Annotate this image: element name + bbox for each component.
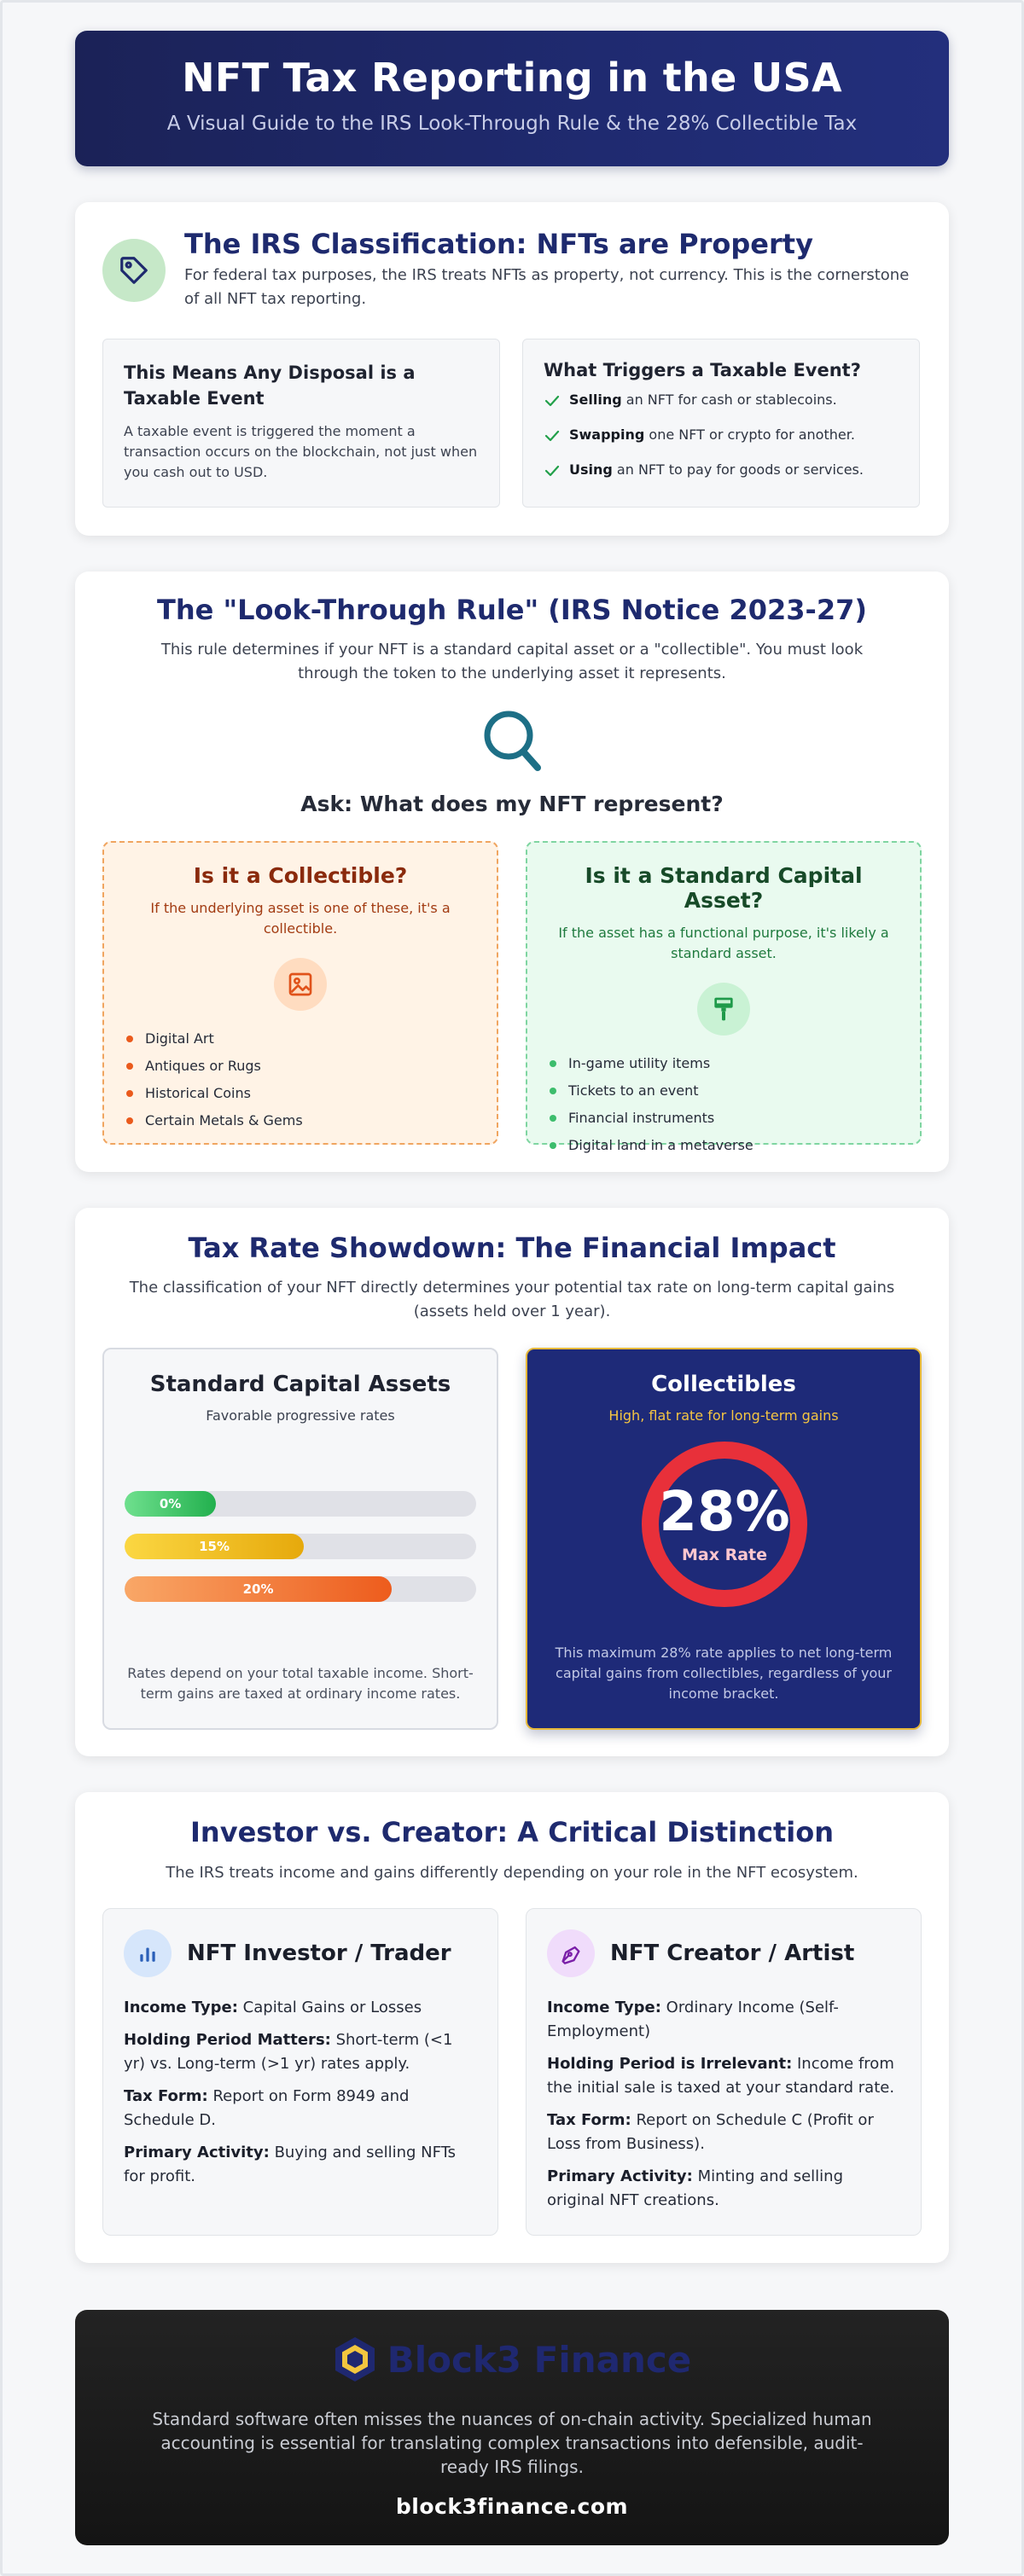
classification-lead: For federal tax purposes, the IRS treats NFTs as property, not currency. This is the cornerstone of all NFT tax reporting.	[184, 266, 910, 308]
standard-rates-title: Standard Capital Assets	[149, 1372, 451, 1397]
classification-title: The IRS Classification: NFTs are Property	[184, 228, 813, 260]
investor-row: Tax Form: Report on Form 8949 and Schedule D.	[124, 2087, 410, 2129]
rate-bar-track	[125, 1534, 476, 1559]
investor-panel	[102, 1908, 498, 2236]
look-through-lead: This rule determines if your NFT is a standard capital asset or a "collectible". You must look through the token to the underlying asset it represents.	[160, 641, 864, 682]
rate-bar-track	[125, 1576, 476, 1602]
page-subtitle: A Visual Guide to the IRS Look-Through Rule & the 28% Collectible Tax	[166, 113, 858, 135]
triggers-title: What Triggers a Taxable Event?	[544, 360, 861, 380]
collectible-item: Historical Coins	[125, 1084, 476, 1103]
paint-roller-icon	[697, 983, 750, 1036]
look-through-card	[75, 571, 949, 1172]
footer-website-link[interactable]: block3finance.com	[395, 2494, 629, 2519]
hexagon-logo-icon	[333, 2335, 377, 2383]
creator-title: NFT Creator / Artist	[610, 1941, 855, 1966]
collectibles-rate-panel	[526, 1348, 922, 1730]
collectibles-rate-subtitle: High, flat rate for long-term gains	[608, 1407, 839, 1424]
image-icon	[274, 958, 327, 1011]
brand-logo[interactable]	[75, 2335, 949, 2383]
roles-title: Investor vs. Creator: A Critical Distinction	[190, 1816, 834, 1848]
page-title: NFT Tax Reporting in the USA	[182, 55, 842, 101]
trigger-item: Swapping one NFT or crypto for another.	[544, 426, 899, 444]
disposal-text: A taxable event is triggered the moment a transaction occurs on the blockchain, not just when you cash out to USD.	[124, 423, 478, 480]
showdown-card	[75, 1208, 949, 1756]
roles-card	[75, 1792, 949, 2263]
collectibles-rate-title: Collectibles	[651, 1372, 796, 1397]
look-through-title: The "Look-Through Rule" (IRS Notice 2023-27)	[157, 594, 867, 626]
disposal-box	[102, 339, 500, 508]
capital-asset-panel	[526, 841, 922, 1153]
check-icon	[544, 392, 561, 409]
collectible-item: Antiques or Rugs	[125, 1057, 476, 1076]
showdown-title: Tax Rate Showdown: The Financial Impact	[188, 1232, 836, 1264]
standard-rates-subtitle: Favorable progressive rates	[206, 1407, 395, 1424]
creator-row: Holding Period is Irrelevant: Income from the initial sale is taxed at your standard rate.	[547, 2055, 895, 2097]
check-icon	[544, 462, 561, 479]
capital-asset-item: Digital land in a metaverse	[548, 1136, 899, 1155]
creator-row: Income Type: Ordinary Income (Self-Employment)	[547, 1999, 839, 2040]
rate-bar: 15%	[125, 1534, 304, 1559]
footer	[75, 2310, 949, 2545]
collectibles-rate-label: Max Rate	[681, 1546, 768, 1564]
creator-row: Primary Activity: Minting and selling original NFT creations.	[547, 2167, 843, 2209]
roles-lead: The IRS treats income and gains differently depending on your role in the NFT ecosystem.	[166, 1864, 858, 1882]
rate-bar: 20%	[125, 1576, 392, 1602]
capital-asset-subtitle: If the asset has a functional purpose, it's likely a standard asset.	[558, 925, 889, 961]
showdown-lead: The classification of your NFT directly determines your potential tax rate on long-term capital gains (assets held over 1 year).	[129, 1279, 895, 1320]
capital-asset-title: Is it a Standard Capital Asset?	[585, 863, 863, 913]
pen-nib-icon	[547, 1929, 595, 1977]
footer-message: Standard software often misses the nuances of on-chain activity. Specialized human accounting is essential for translating complex transactions into defensible, audit-ready IRS filings.	[152, 2409, 872, 2477]
classification-card	[75, 202, 949, 536]
capital-asset-item: In-game utility items	[548, 1054, 899, 1073]
rate-ring	[642, 1442, 807, 1607]
rate-bar: 0%	[125, 1491, 216, 1517]
investor-row: Income Type: Capital Gains or Losses	[124, 1999, 422, 2016]
capital-asset-item: Financial instruments	[548, 1109, 899, 1128]
collectible-item: Digital Art	[125, 1030, 476, 1048]
standard-rates-note: Rates depend on your total taxable income. Short-term gains are taxed at ordinary income rates.	[127, 1665, 474, 1702]
trigger-item: Using an NFT to pay for goods or services.	[544, 461, 899, 479]
hero-banner	[75, 31, 949, 166]
creator-row: Tax Form: Report on Schedule C (Profit or Loss from Business).	[547, 2111, 874, 2153]
investor-row: Holding Period Matters: Short-term (<1 yr) vs. Long-term (>1 yr) rates apply.	[124, 2031, 453, 2073]
investor-row: Primary Activity: Buying and selling NFTs for profit.	[124, 2144, 457, 2185]
standard-rates-panel	[102, 1348, 498, 1730]
collectibles-rate-value: 28%	[659, 1481, 790, 1544]
triggers-box	[522, 339, 920, 508]
rate-bar-track	[125, 1491, 476, 1517]
collectible-panel	[102, 841, 498, 1145]
check-icon	[544, 427, 561, 444]
magnifier-icon	[481, 708, 543, 773]
collectibles-rate-note: This maximum 28% rate applies to net long-term capital gains from collectibles, regardless of your income bracket.	[555, 1645, 893, 1702]
trigger-item: Selling an NFT for cash or stablecoins.	[544, 391, 899, 409]
bar-chart-icon	[124, 1929, 172, 1977]
brand-name: Block3 Finance	[387, 2338, 692, 2381]
creator-panel	[526, 1908, 922, 2236]
investor-title: NFT Investor / Trader	[187, 1941, 451, 1966]
capital-asset-item: Tickets to an event	[548, 1082, 899, 1100]
look-through-question: Ask: What does my NFT represent?	[300, 792, 724, 816]
collectible-item: Certain Metals & Gems	[125, 1111, 476, 1130]
disposal-title: This Means Any Disposal is a Taxable Event	[124, 363, 416, 409]
tag-icon	[102, 239, 166, 302]
collectible-subtitle: If the underlying asset is one of these, it's a collectible.	[150, 900, 451, 937]
collectible-title: Is it a Collectible?	[193, 863, 408, 888]
